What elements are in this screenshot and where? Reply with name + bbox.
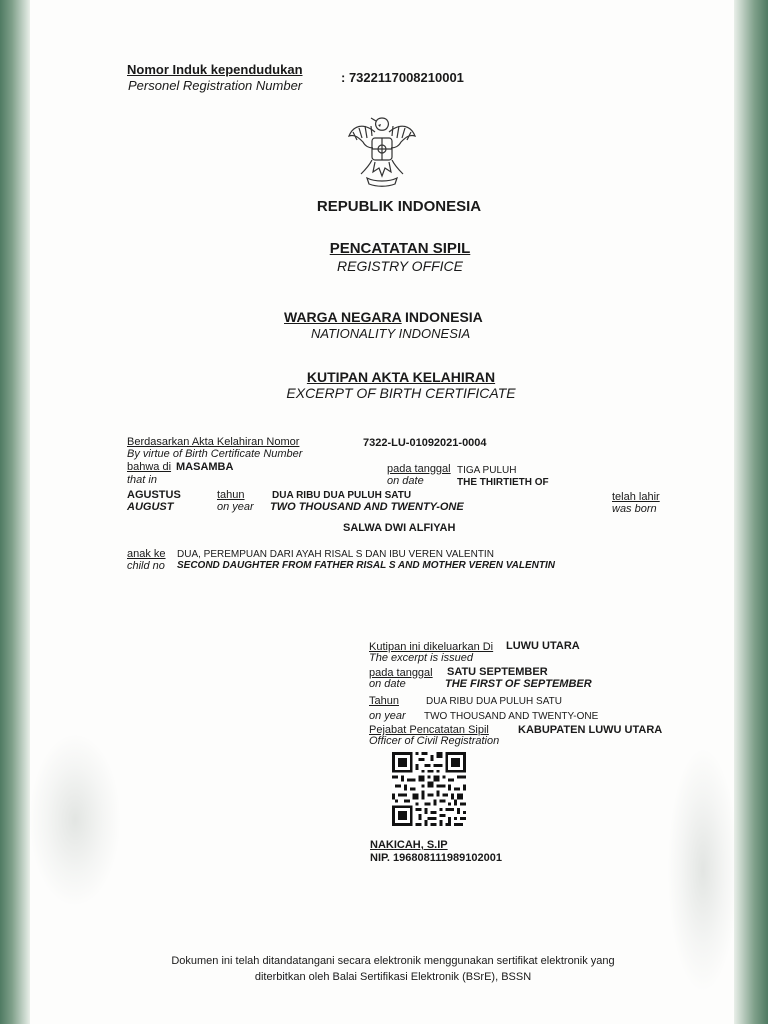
nationality-label: WARGA NEGARA bbox=[284, 309, 402, 325]
left-page-border bbox=[0, 0, 30, 1024]
watermark-smudge-left bbox=[30, 735, 120, 905]
place-label: bahwa di bbox=[127, 461, 172, 473]
footer-line-2: diterbitkan oleh Balai Sertifikasi Elektronik (BSrE), BSSN bbox=[254, 971, 532, 983]
issued-place-label-en: The excerpt is issued bbox=[369, 652, 473, 664]
office-title-en: REGISTRY OFFICE bbox=[336, 258, 464, 274]
right-page-border bbox=[734, 0, 768, 1024]
signer-name: NAKICAH, S.IP bbox=[370, 839, 448, 851]
officer-label-en: Officer of Civil Registration bbox=[369, 735, 500, 747]
garuda-emblem-icon bbox=[345, 112, 419, 190]
child-order-label: anak ke bbox=[127, 548, 166, 560]
cert-number-label-en: By virtue of Birth Certificate Number bbox=[127, 448, 303, 460]
nationality-en: NATIONALITY INDONESIA bbox=[311, 326, 471, 341]
watermark-smudge-right bbox=[668, 750, 738, 990]
birth-month-en: AUGUST bbox=[127, 501, 174, 513]
issued-year-value-en: TWO THOUSAND AND TWENTY-ONE bbox=[424, 711, 599, 722]
issued-date-label: pada tanggal bbox=[369, 667, 433, 679]
cert-number-label: Berdasarkan Akta Kelahiran Nomor bbox=[127, 436, 300, 448]
birth-date-day: TIGA PULUH bbox=[457, 465, 517, 476]
document-title: KUTIPAN AKTA KELAHIRAN bbox=[306, 369, 496, 385]
officer-value: KABUPATEN LUWU UTARA bbox=[518, 724, 663, 736]
issued-place-label: Kutipan ini dikeluarkan Di bbox=[369, 641, 494, 653]
cert-number-value: 7322-LU-01092021-0004 bbox=[363, 437, 487, 449]
issued-year-label-en: on year bbox=[369, 710, 406, 722]
nik-label-en: Personel Registration Number bbox=[128, 78, 303, 93]
birth-date-label-en: on date bbox=[387, 475, 424, 487]
signer-nip: NIP. 196808111989102001 bbox=[370, 852, 502, 864]
nationality-value: INDONESIA bbox=[405, 309, 483, 325]
officer-label: Pejabat Pencatatan Sipil bbox=[369, 724, 489, 736]
child-description-en: SECOND DAUGHTER FROM FATHER RISAL S AND MOTHER VEREN VALENTIN bbox=[177, 560, 555, 571]
place-value: MASAMBA bbox=[176, 461, 234, 473]
nik-value: : 7322117008210001 bbox=[341, 70, 464, 85]
birth-year-value: DUA RIBU DUA PULUH SATU bbox=[272, 490, 412, 501]
footer-line-1: Dokumen ini telah ditandatangani secara elektronik menggunakan sertifikat elektronik yang bbox=[171, 955, 615, 967]
place-label-en: that in bbox=[127, 474, 157, 486]
issued-year-label: Tahun bbox=[369, 695, 399, 707]
birth-year-label-en: on year bbox=[217, 501, 254, 513]
born-label: telah lahir bbox=[612, 491, 660, 503]
child-name: SALWA DWI ALFIYAH bbox=[343, 522, 456, 534]
child-order-label-en: child no bbox=[127, 560, 165, 572]
birth-year-value-en: TWO THOUSAND AND TWENTY-ONE bbox=[270, 501, 464, 513]
issued-date-label-en: on date bbox=[369, 678, 406, 690]
document-title-en: EXCERPT OF BIRTH CERTIFICATE bbox=[286, 385, 516, 401]
birth-date-label: pada tanggal bbox=[387, 463, 451, 475]
issued-place-value: LUWU UTARA bbox=[506, 640, 580, 652]
nik-label: Nomor Induk kependudukan bbox=[127, 62, 303, 77]
issued-year-value: DUA RIBU DUA PULUH SATU bbox=[426, 696, 562, 707]
birth-month: AGUSTUS bbox=[127, 489, 181, 501]
qr-code-icon bbox=[392, 752, 466, 826]
birth-year-label: tahun bbox=[217, 489, 245, 501]
born-label-en: was born bbox=[612, 503, 657, 515]
child-description: DUA, PEREMPUAN DARI AYAH RISAL S DAN IBU VEREN VALENTIN bbox=[177, 549, 494, 560]
office-title: PENCATATAN SIPIL bbox=[329, 240, 471, 257]
issued-date-value: SATU SEPTEMBER bbox=[447, 666, 548, 678]
issued-date-value-en: THE FIRST OF SEPTEMBER bbox=[445, 678, 592, 690]
birth-date-day-en: THE THIRTIETH OF bbox=[457, 477, 549, 488]
republic-title: REPUBLIK INDONESIA bbox=[316, 198, 482, 215]
